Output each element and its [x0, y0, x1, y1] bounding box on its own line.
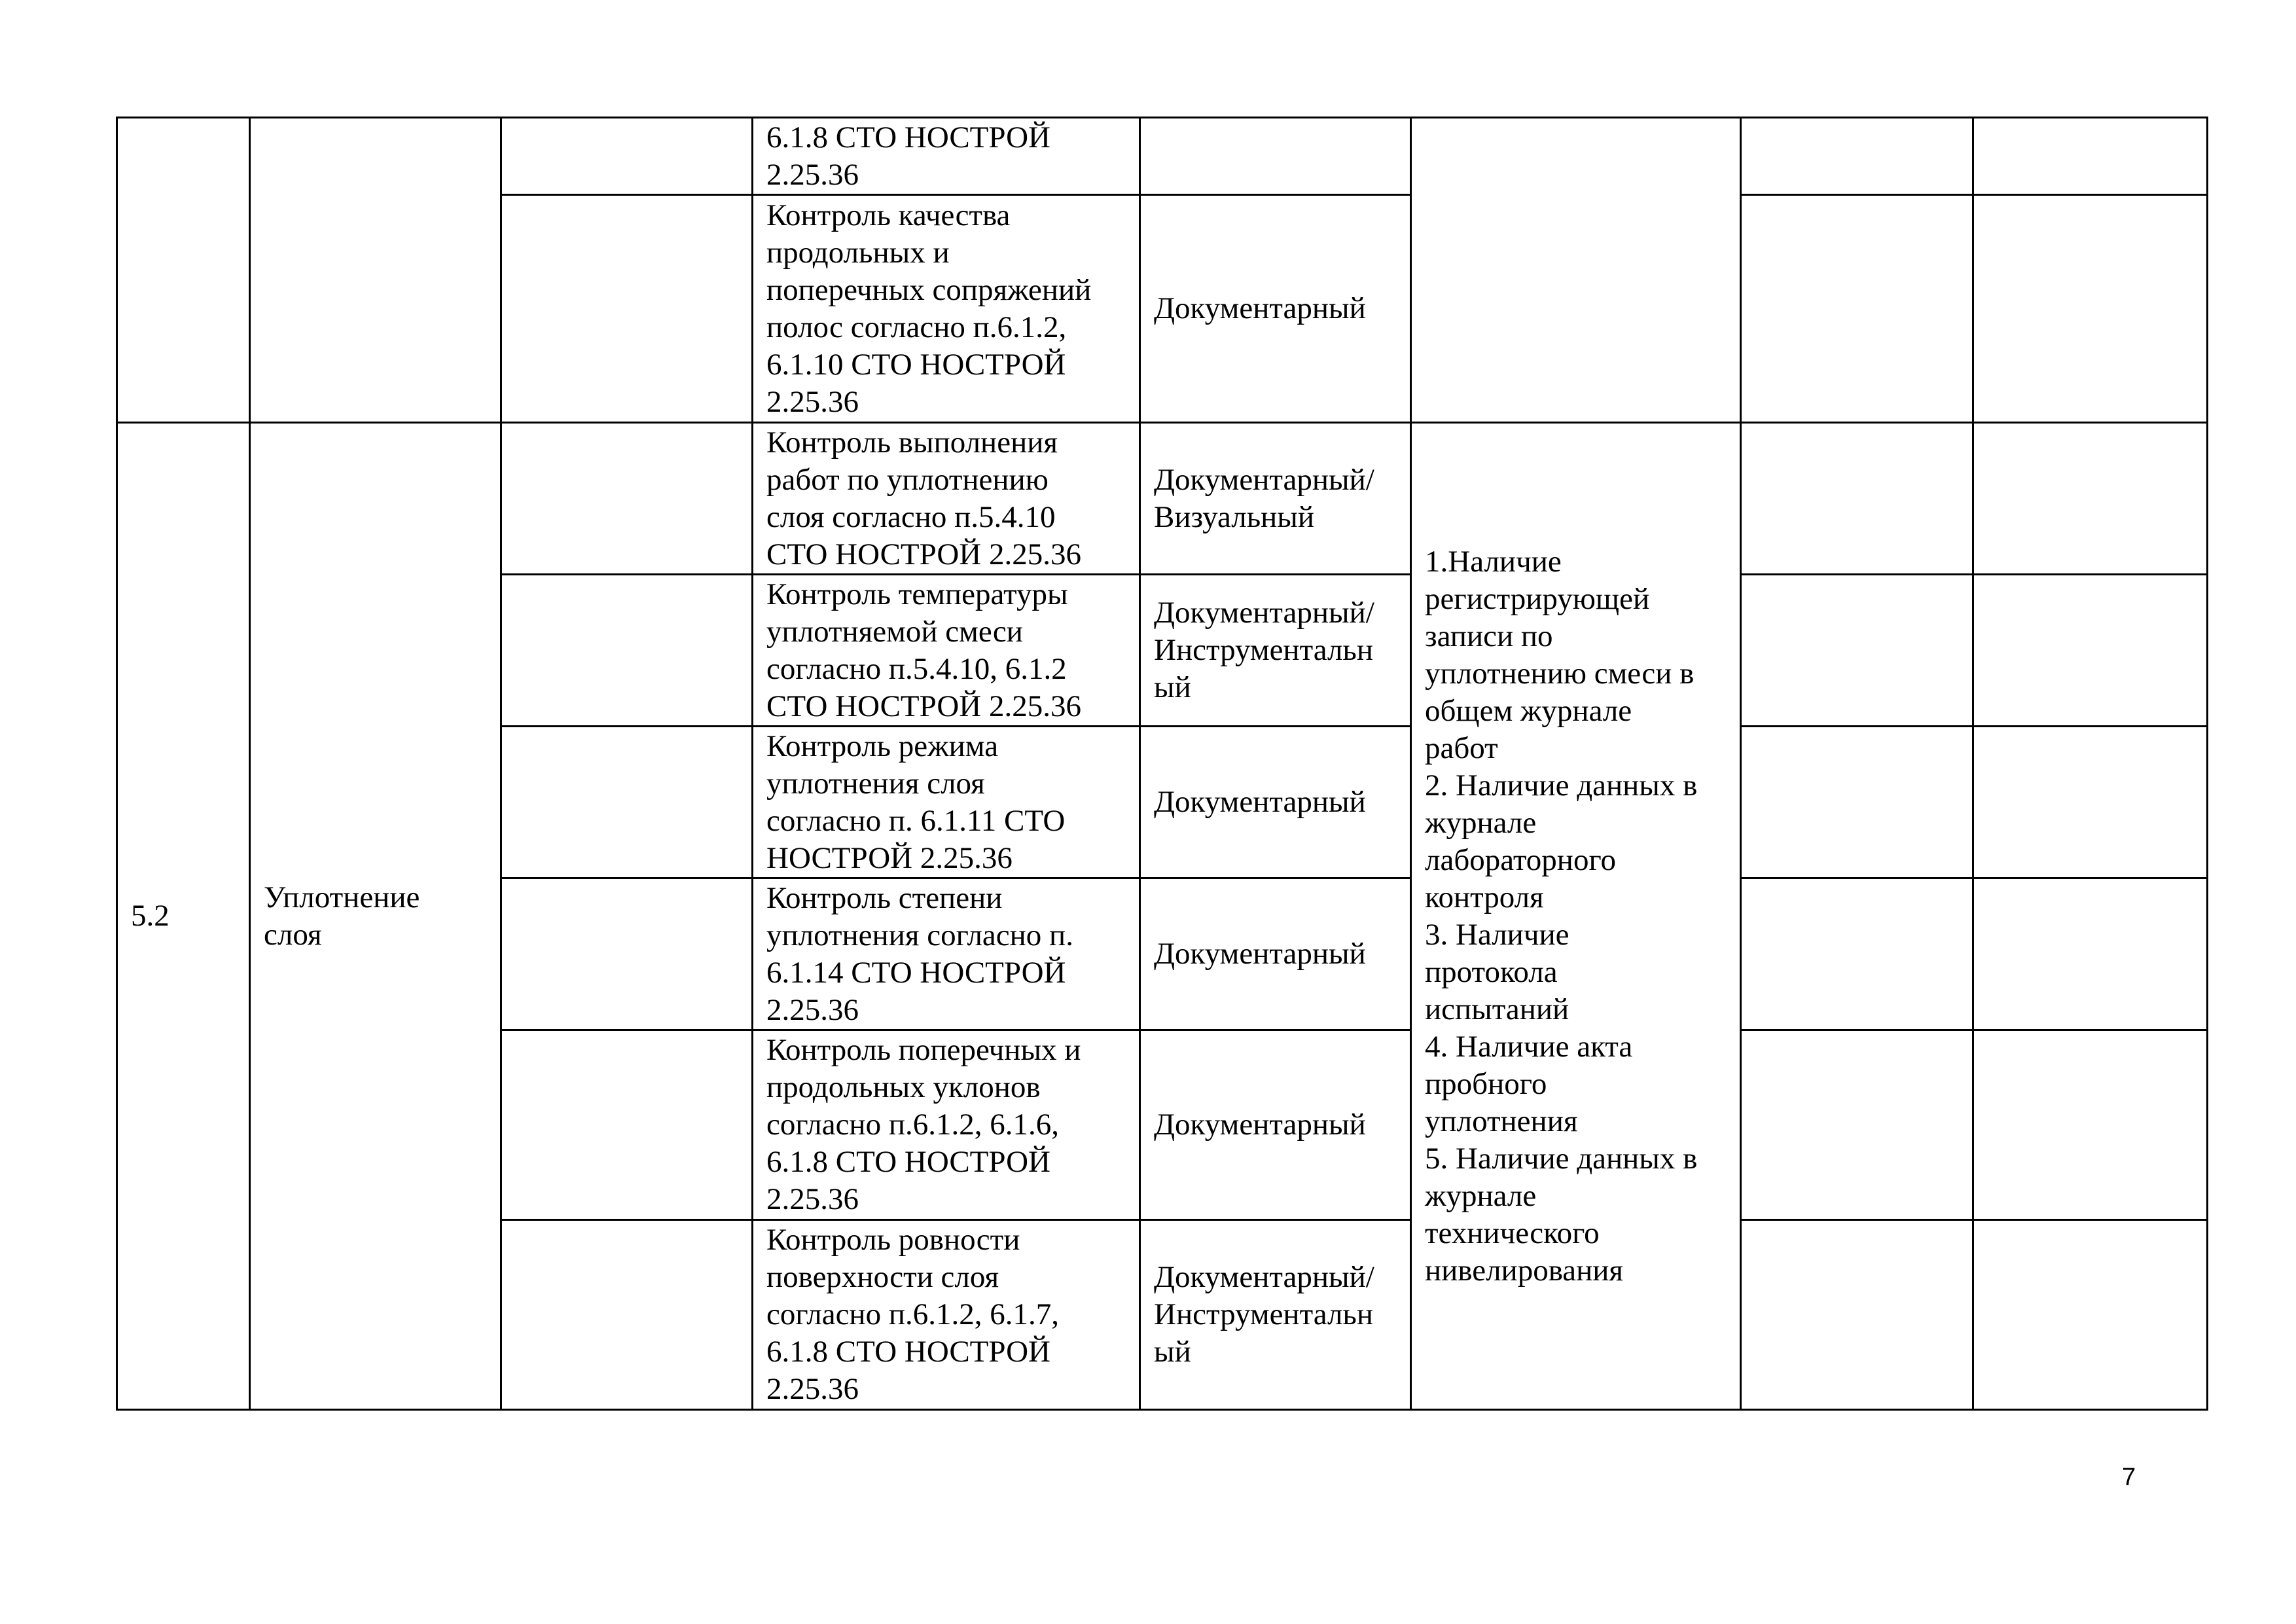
method-cell [1140, 118, 1411, 195]
table-row [117, 118, 2208, 195]
method-cell: Документарный [1140, 195, 1411, 423]
empty-cell [501, 1030, 753, 1220]
empty-cell [1973, 1030, 2208, 1220]
operation-cell: Контроль качества продольных и поперечных сопряжений полос согласно п.6.1.2, 6.1.10 СТО НОСТРОЙ 2.25.36 [753, 195, 1140, 423]
method-cell: Документарный [1140, 878, 1411, 1030]
table-row [117, 423, 2208, 575]
empty-cell [501, 575, 753, 727]
stage-cell [250, 118, 501, 423]
empty-cell [501, 195, 753, 423]
operation-cell: Контроль ровности поверхности слоя согласно п.6.1.2, 6.1.7, 6.1.8 СТО НОСТРОЙ 2.25.36 [753, 1220, 1140, 1410]
method-cell: Документарный/ Инструментальн ый [1140, 1220, 1411, 1410]
empty-cell [1973, 878, 2208, 1030]
requirements-cell [1411, 118, 1741, 423]
operation-cell: Контроль выполнения работ по уплотнению слоя согласно п.5.4.10 СТО НОСТРОЙ 2.25.36 [753, 423, 1140, 575]
empty-cell [1973, 195, 2208, 423]
empty-cell [501, 118, 753, 195]
empty-cell [501, 423, 753, 575]
section-number-cell: 5.2 [117, 423, 250, 1410]
empty-cell [1973, 118, 2208, 195]
empty-cell [1741, 118, 1973, 195]
operation-cell: Контроль режима уплотнения слоя согласно п. 6.1.11 СТО НОСТРОЙ 2.25.36 [753, 727, 1140, 878]
page-number: 7 [2122, 1464, 2136, 1491]
operation-cell: Контроль температуры уплотняемой смеси согласно п.5.4.10, 6.1.2 СТО НОСТРОЙ 2.25.36 [753, 575, 1140, 727]
empty-cell [1741, 575, 1973, 727]
operation-cell: 6.1.8 СТО НОСТРОЙ 2.25.36 [753, 118, 1140, 195]
empty-cell [501, 878, 753, 1030]
empty-cell [1741, 1030, 1973, 1220]
empty-cell [1973, 575, 2208, 727]
operation-cell: Контроль степени уплотнения согласно п. 6.1.14 СТО НОСТРОЙ 2.25.36 [753, 878, 1140, 1030]
empty-cell [1741, 878, 1973, 1030]
method-cell: Документарный/ Визуальный [1140, 423, 1411, 575]
empty-cell [1741, 195, 1973, 423]
inspection-table [116, 117, 2208, 1411]
empty-cell [1973, 1220, 2208, 1410]
number-cell [117, 118, 250, 423]
method-cell: Документарный/ Инструментальн ый [1140, 575, 1411, 727]
section-stage-cell: Уплотнение слоя [250, 423, 501, 1410]
empty-cell [1741, 1220, 1973, 1410]
method-cell: Документарный [1140, 1030, 1411, 1220]
empty-cell [501, 1220, 753, 1410]
empty-cell [1973, 423, 2208, 575]
empty-cell [1741, 727, 1973, 878]
empty-cell [501, 727, 753, 878]
method-cell: Документарный [1140, 727, 1411, 878]
operation-cell: Контроль поперечных и продольных уклонов согласно п.6.1.2, 6.1.6, 6.1.8 СТО НОСТРОЙ 2.25.36 [753, 1030, 1140, 1220]
empty-cell [1973, 727, 2208, 878]
empty-cell [1741, 423, 1973, 575]
requirements-cell: 1.Наличие регистрирующей записи по уплотнению смеси в общем журнале работ 2. Наличие данных в журнале лабораторного контроля 3. Наличие протокола испытаний 4. Наличие акта пробного уплотнения 5. Наличие данных в журнале технического нивелирования [1411, 423, 1741, 1410]
